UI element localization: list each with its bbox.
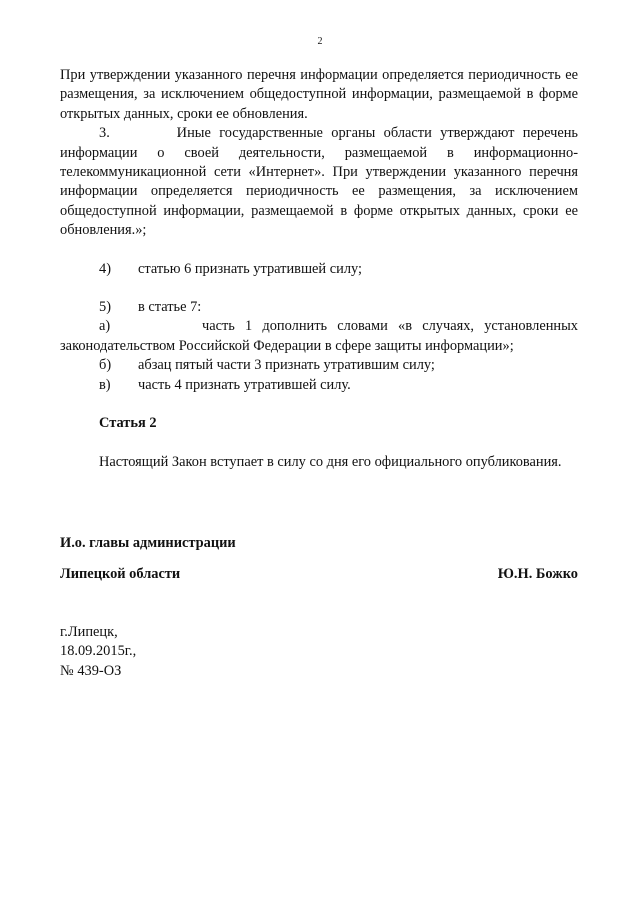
signatory-name: Ю.Н. Божко	[497, 566, 578, 583]
item-number: 5)	[99, 299, 111, 316]
item-text: статью 6 признать утратившей силу;	[138, 260, 363, 277]
footer-date: 18.09.2015г.,	[60, 643, 137, 660]
article-2-heading: Статья 2	[99, 415, 157, 432]
article-2-text: Настоящий Закон вступает в силу со дня его официального опубликования.	[99, 453, 562, 470]
list-item-4	[60, 260, 578, 279]
page-number: 2	[317, 36, 323, 47]
subitem-b	[60, 356, 578, 375]
item-number: 4)	[99, 260, 111, 277]
document-footer	[60, 623, 578, 681]
paragraph-continuation: При утверждении указанного перечня информации определяется периодичность ее размещения, за исключением общедоступной информации, размещаемой в форме открытых данных, сроки ее обновления.	[60, 67, 578, 122]
item-text: часть 4 признать утратившей силу.	[138, 376, 351, 393]
item-number: б)	[99, 357, 112, 374]
footer-city: г.Липецк,	[60, 623, 118, 640]
paragraph-3: 3. Иные государственные органы области утверждают перечень информации о своей деятельности, размещаемой в информационно-телекоммуникационной сети «Интернет». При утверждении указанного перечня информации определяется периодичность ее размещения, за исключением общедоступной информации, размещаемой в форме открытых данных, сроки ее обновления.»;	[60, 125, 578, 239]
item-text: в статье 7:	[138, 299, 202, 316]
signature-row	[60, 565, 578, 584]
list-item-5	[60, 298, 578, 317]
item-number: в)	[99, 376, 111, 393]
signatory-region: Липецкой области	[60, 566, 181, 583]
document-body	[60, 66, 578, 681]
subitem-a: а) часть 1 дополнить словами «в случаях, установленных законодательством Российской Федерации в сфере защиты информации»;	[60, 318, 578, 354]
subitem-v	[60, 376, 578, 395]
signatory-title: И.о. главы администрации	[60, 534, 236, 551]
item-text: абзац пятый части 3 признать утратившим силу;	[138, 357, 435, 374]
footer-law-number: № 439-ОЗ	[60, 662, 122, 679]
